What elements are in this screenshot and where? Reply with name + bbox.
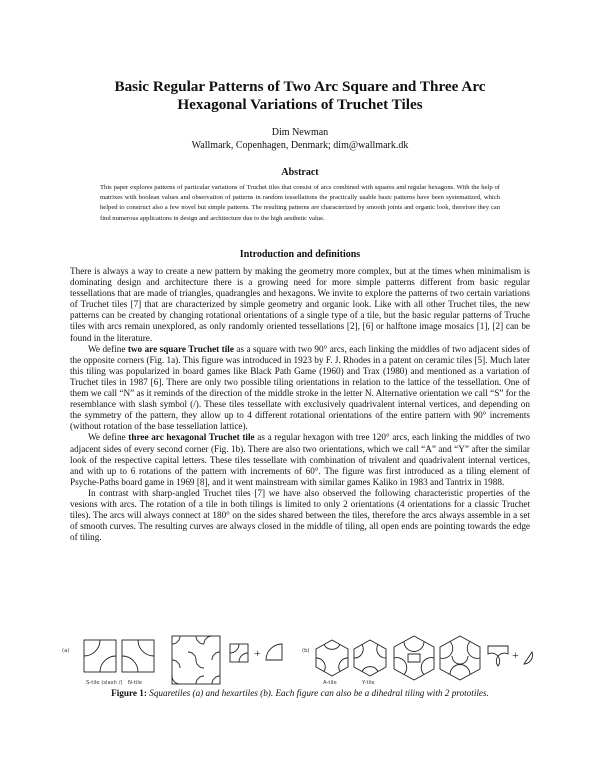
square-prototile-1-arcs [230, 644, 248, 662]
y-tile-label: Y-tile [362, 680, 375, 686]
n-tile-arc-2 [122, 656, 138, 672]
plus-sign-a: + [254, 646, 261, 660]
hex-prototile-2 [524, 652, 533, 664]
s-tile-square [84, 640, 116, 672]
figure-label-b: (b) [302, 648, 310, 654]
hex-pattern-figure-1 [394, 636, 434, 680]
n-tile-square [122, 640, 154, 672]
s-tile-arc-2 [100, 656, 116, 672]
s-tile-arc-1 [84, 640, 100, 656]
author-name: Dim Newman [271, 127, 329, 138]
title-line-2: Hexagonal Variations of Truchet Tiles [177, 96, 423, 113]
intro-paragraph-3 [70, 432, 530, 487]
n-tile-figure [122, 640, 154, 672]
square-prototiles-figure [230, 644, 282, 662]
caption-head: Figure 1: [111, 688, 147, 698]
abstract-heading: Abstract [281, 167, 319, 178]
a-tile-arcs [316, 645, 348, 672]
a-tile-label: A-tile [323, 680, 337, 686]
square-pattern-figure [172, 636, 220, 684]
caption-text: Squaretiles (a) and hexartiles (b). Each figure can also be a dihedral tiling with 2 prototiles. [149, 688, 489, 698]
p2-term: two are square Truchet tile [127, 343, 234, 354]
s-tile-figure [84, 640, 116, 672]
a-tile-hexagon [316, 640, 348, 676]
figure-1-caption [60, 688, 540, 699]
author-block [60, 126, 540, 152]
author-affiliation: Wallmark, Copenhagen, Denmark; dim@wallmark.dk [191, 140, 409, 151]
plus-sign-b: + [512, 648, 519, 662]
hex-prototiles-figure [488, 646, 533, 666]
p3-rest: as a regular hexagon with tree 120° arcs, each linking the middles of two adjacent sides of every second corner (Fig. 1b). There are also two orientations, which we call “A” and “Y” after the similar look of the respective capital letters. These tiles tessellate with combination of trivalent and quadrivalent internal vertices, and with up to 6 rotations of the pattern with increments of 60°. The figure was first introduced as a tiling element of Psyche-Paths board game in 1969 [8], and it went mainstream with similar games Kaliko in 1983 and Tantrix in 1988. [70, 432, 530, 487]
intro-heading: Introduction and definitions [239, 249, 361, 260]
abstract-text: This paper explores patterns of particular variations of Truchet tiles that consist of arcs combined with squares and regular hexagons. With the help of matrixes with boolean values and observation of patterns in random tessellations the practically usable basic patterns have been systematized, which helped to construct also a few novel but simple patterns. The resulting patterns are characterized by smooth joints and organic look, therefore they can find numerous applications in design and architecture due to the high aesthetic value. [100, 184, 500, 222]
hex-pattern-2-arcs [440, 642, 480, 675]
hex-pattern-1-arcs [394, 642, 434, 675]
intro-paragraph-4: In contrast with sharp-angled Truchet tiles [7] we have also observed the following characteristic properties of the vesions with arcs. The rotation of a tile in both tilings is limited to only 2 orientations (4 orientations for a classic Truchet tiles). The arcs will always connect at 180° on the sides shared between the tiles, therefore the arcs always assemble in a set of smooth curves. The resulting curves are always closed in the middle of tiling, all open ends are pointing towards the edge of tiling. [70, 487, 530, 543]
figure-1 [62, 632, 538, 690]
n-tile-label: N-tile [128, 680, 143, 686]
figure-label-a: (a) [62, 648, 70, 654]
hex-pattern-figure-2 [440, 636, 480, 680]
square-pattern-arcs [172, 636, 220, 684]
title-line-1: Basic Regular Patterns of Two Arc Square and Three Arc [114, 78, 486, 95]
square-prototile-2 [266, 644, 282, 660]
s-tile-label: S-tile (slash /) [86, 680, 123, 686]
a-tile-figure [316, 640, 348, 676]
hex-prototile-1 [488, 646, 508, 666]
y-tile-hexagon [354, 640, 386, 676]
y-tile-figure [354, 640, 386, 676]
n-tile-arc-1 [138, 640, 154, 656]
p2-lead: We define [88, 343, 128, 354]
y-tile-arcs [354, 645, 386, 672]
paper-title [60, 78, 540, 114]
intro-paragraph-1: There is always a way to create a new pattern by making the geometry more complex, but at the times when minimalism is dominating design and architecture there is a growing need for more simple patterns different from basic regular tessellations that are made of triangles, quadrangles and hexagons. We invite to explore the patterns of two certain variations of Truchet tiles [7] that are characterized by simple geometry and organic look. Like with all other Truchet tiles, the new patterns can be created by changing rotational orientations of a single type of a tile, but the basic regular patterns of Truche tiles with arcs remain unexplored, as only randomly oriented tessellations [2], [6] or halftone image mosaics [1], [2] can be found in the literature. [70, 266, 530, 343]
p2-rest: as a square with two 90° arcs, each linking the middles of two adjacent sides of the opposite corners (Fig. 1a). This figure was introduced in 1923 by F. J. Rhodes in a patent on ceramic tiles [5]. Much later this tiling was popularized in board games like Black Path Game (1960) and Trax (1980) and mentioned as a variation of Truchet tiles in 1987 [6]. There are only two possible tiling orientations in relation to the lattice of the tessellation. One of them we call “N” as it reminds of the direction of the middle stroke in the letter N. Alternative orientation we call “S” for the resemblance with slash symbol (/). These tiles tessellate with exclusively quadrivalent internal vertices, and depending on the symmetry of the pattern, they allow up to 4 different rotational orientations of the entire pattern with 90° increments (without rotation of the base tessellation lattice). [70, 343, 530, 432]
intro-paragraph-2 [70, 344, 530, 433]
intro-body [70, 266, 530, 543]
p3-lead: We define [88, 432, 129, 443]
p3-term: three arc hexagonal Truchet tile [128, 432, 255, 443]
